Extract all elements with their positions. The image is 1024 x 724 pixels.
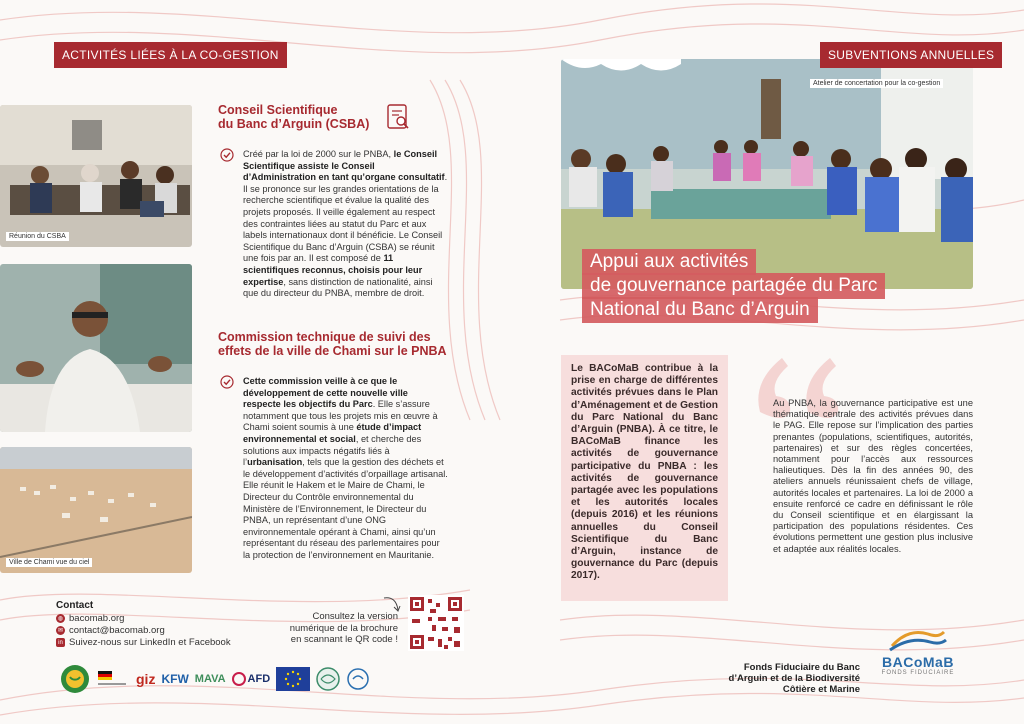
kfw-logo: KFW [161, 672, 189, 686]
linkedin-icon: in [56, 638, 65, 647]
photo-csba-meeting [0, 105, 192, 247]
check-circle-icon [220, 148, 234, 162]
globe-icon: ◍ [57, 616, 64, 622]
workshop-photo-caption: Atelier de concertation pour la co-gestion [810, 79, 943, 88]
contact-website[interactable]: ◍ bacomab.org [57, 613, 125, 624]
german-cooperation-icon [96, 667, 130, 691]
csba-title: Conseil Scientifique du Banc d’Arguin (CSBA) [218, 103, 370, 131]
section-tag-cogestion: ACTIVITÉS LIÉES À LA CO-GESTION [54, 42, 287, 68]
qr-code-icon[interactable] [408, 595, 464, 651]
photo-caption: Ville de Chami vue du ciel [6, 558, 92, 567]
chami-title: Commission technique de suivi des effets de la ville de Chami sur le PNBA [218, 330, 447, 358]
afd-logo: AFD [232, 672, 271, 686]
envelope-icon: ✉ [57, 628, 64, 634]
mava-logo: MAVA [194, 673, 226, 685]
bacomab-wave-icon [888, 626, 948, 654]
check-circle-icon [220, 375, 234, 389]
mauritania-emblem-icon [60, 664, 90, 694]
governance-quote: Au PNBA, la gouvernance participative est une thématique centrale des activités prévues dans le PAG. Elle repose sur l’implication des parties prenantes (populations, scientifiques, autorités, partenaires) et sur des règles concertées, notamment pour l’accès aux ressources halieutiques. Dès la fin des années 90, des ateliers annuels réunissaient chefs de village, autorités locales et partenaires. La loi de 2000 a ensuite renforcé ce cadre en définissant le rôle du Conseil scientifique et en élargissant la participation des populations résidentes. Ces évolutions permettent une gestion plus inclusive et adaptée aux réalités locales. [773, 398, 973, 554]
chami-body: Cette commission veille à ce que le développement de cette nouvelle ville respecte les objectifs du Parc. Elle s’assure notamment que tous les projets mis en œuvre à Chami soient soumis à une étude d’impact environnemental et social, et cherche des solutions aux impacts négatifs liés à l’urbanisation, tels que la gestion des déchets et le développement d’activités d’orpaillage artisanal. Elle réunit le Hakem et le Maire de Chami, le Directeur du Contrôle environnemental du Ministère de l’Environnement, le Directeur du PNBA, un représentant d’une ONG environnementale opérant à Chami, ainsi qu’un représentant du réseau des parlementaires pour la protection de l’environnement en Mauritanie. [243, 376, 448, 560]
fondation-logo-icon [346, 667, 374, 691]
document-search-icon [384, 103, 412, 131]
bacomab-support-box: Le BACoMaB contribue à la prise en charge de différentes activités prévues dans le Plan d’Aménagement et de Gestion du Parc National du Banc d’Arguin (PNBA). À ce titre, le BACoMaB finance les activités de gouvernance participative du PNBA : les activités de gouvernance partagée avec les populations et les autorités locales (depuis 2016) et les réunions annuelles du Conseil Scientifique du Banc d’Arguin, instance de gouvernance du Parc (depuis 2017). [561, 355, 728, 601]
giz-logo: giz [136, 671, 156, 687]
eu-flag-icon [276, 667, 310, 691]
section-tag-subventions: SUBVENTIONS ANNUELLES [820, 42, 1002, 68]
arrow-down-icon [382, 594, 402, 614]
qr-instructions: Consultez la version numérique de la brochure en scannant le QR code ! [289, 611, 398, 645]
contact-title: Contact [56, 600, 94, 611]
photo-caption: Réunion du CSBA [6, 232, 69, 241]
afd-circle-icon [232, 672, 246, 686]
photo-speaker [0, 264, 192, 432]
fund-name: Fonds Fiduciaire du Banc d’Arguin et de la Biodiversité Côtière et Marine [728, 662, 860, 695]
contact-email[interactable]: ✉ contact@bacomab.org [57, 625, 165, 636]
csba-body: Créé par la loi de 2000 sur le PNBA, le Conseil Scientifique assiste le Conseil d’Administration en tant qu’organe consultatif. Il se prononce sur les grandes orientations de la recherche scientifique et évalue la qualité des projets proposés. Il veille également au respect des contraintes liées au statut du Parc et aux labels internationaux dont il bénéficie. Le Conseil Scientifique du Banc d’Arguin (CSBA) se réunit une fois par an. Il est composé de 11 scientifiques reconnus, choisis pour leur expertise, sans distinction de nationalité, ainsi que du directeur du PNBA, membre de droit. [243, 149, 448, 299]
photo-chami-aerial [0, 447, 192, 573]
partner-globe-icon [316, 667, 340, 691]
contact-social[interactable]: in Suivez-nous sur LinkedIn et Facebook [56, 637, 231, 648]
bacomab-logo: BACoMaB FONDS FIDUCIAIRE [868, 626, 968, 676]
partner-logos [60, 664, 374, 694]
